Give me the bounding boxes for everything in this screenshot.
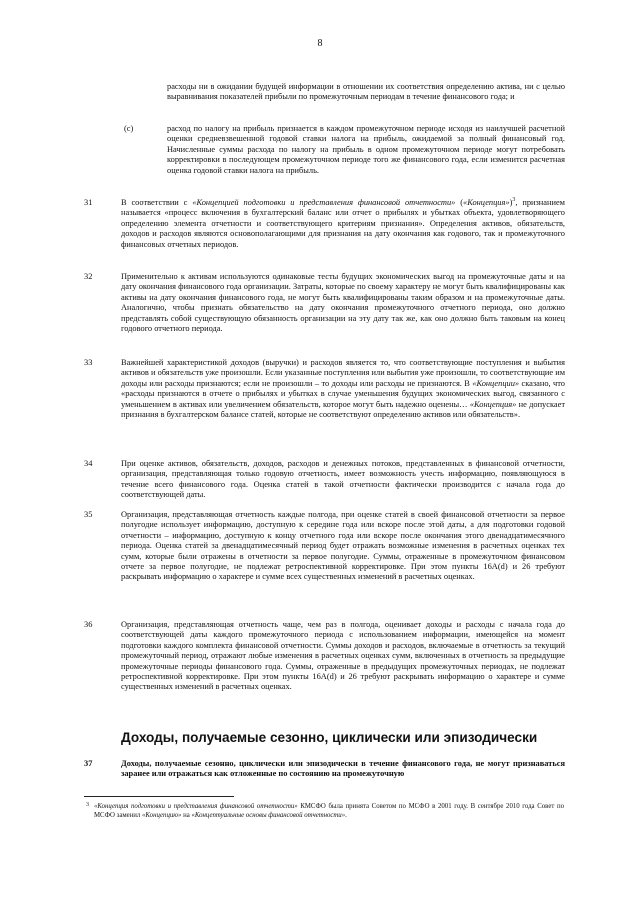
paragraph-37: Доходы, получаемые сезонно, циклически или эпизодически в течение финансового года, не могут признаваться заранее или отражаться как отложенные по состоянию на промежуточную — [121, 759, 565, 779]
footnote-ref: 3 — [512, 197, 516, 204]
footnote-separator — [84, 796, 234, 797]
paragraph-36: Организация, представляющая отчетность чаще, чем раз в полгода, оценивает доходы и расходы с начала года до соответствующей даты каждого промежуточного периода с использованием информации, имеющейся на момент подготовки каждого комплекта финансовой отчетности. Суммы доходов и расходов, включаемые в отчетность за текущий промежуточный период, отражают любые изменения в расчетных оценках сумм, включенных в отчетность за предыдущие промежуточные периоды финансового года. Суммы, отраженные в предыдущих промежуточных периодах, не подлежат ретроспективной корректировке. При этом пункты 16А(d) и 26 требуют раскрывать информацию о характере и сумме существенных изменений в расчетных оценках. — [121, 620, 565, 692]
paragraph-33 — [121, 358, 565, 420]
footnote-italic-3: «Концептуальные основы финансовой отчетности» — [191, 811, 346, 819]
item-c-text: расход по налогу на прибыль признается в каждом промежуточном периоде исходя из наилучшей расчетной оценки средневзвешенной годовой ставки налога на прибыль, ожидаемой за полный финансовый год. Начисленные суммы расхода по налогу на прибыль в одном промежуточном периоде могут потребовать корректировки в последующем промежуточном периоде того же финансового года, если изменится расчетная оценка годовой ставки налога на прибыль. — [167, 124, 565, 175]
footnote-italic-1: «Концепция подготовки и представления финансовой отчетности» — [94, 803, 298, 810]
paragraph-34: При оценке активов, обязательств, доходов, расходов и денежных потоков, представленных в финансовой отчетности, организация, представляющая только годовую отчетность, имеет возможность учесть информацию, появляющуюся в течение всего финансового года. Оценка статей в такой отчетности фактически производится с начала года до соответствующей даты. — [121, 459, 565, 500]
paragraph-32: Применительно к активам используются одинаковые тесты будущих экономических выгод на промежуточные даты и на дату окончания финансового года организации. Затраты, которые по своему характеру не могут быть квалифицированы как активы на дату окончания финансового года, не могут быть квалифицированы таким образом и на промежуточные даты. Аналогично, чтобы признать обязательство на дату окончания промежуточного отчетного периода, оно должно представлять собой существующую обязанность организации на эту дату так же, как оно должно быть таковым на конец годового отчетного периода. — [121, 272, 565, 334]
paragraph-31-number: 31 — [84, 198, 93, 207]
p33-text-3: не допускает признания в бухгалтерском балансе статей, которые не соответствуют определению активов или обязательств». — [121, 399, 566, 420]
footnote-text-2: на — [181, 811, 192, 819]
paragraph-35-number: 35 — [84, 510, 93, 519]
p33-text-1: Важнейшей характеристикой доходов (выручки) и расходов является то, что соответствующие поступления и выбытия активов и обязательств уже произошли. Если указанные поступления или выбытия уже произошли, то соответствующие им доходы или расходы признаются; если не произошли – то доходы или расходы не признаются. В — [121, 358, 565, 388]
paragraph-35: Организация, представляющая отчетность каждые полгода, при оценке статей в своей финансовой отчетности за первое полугодие использует информацию, доступную к середине года или вскоре после этой даты, а для подготовки годовой отчетности – информацию, доступную к концу отчетного года или вскоре после окончания этого двенадцатимесячного периода. Оценка статей за двенадцатимесячный период будет отражать возможные изменения в расчетных оценках тех сумм, которые были отражены в отчетности за первое полугодие. Суммы, отраженные в промежуточном финансовом отчете за первое полугодие, не подлежат ретроспективной корректировке. При этом пункты 16А(d) и 26 требуют раскрывать информацию о характере и сумме всех существенных изменений в расчетных оценках. — [121, 510, 565, 582]
p33-italic-concept: «Концепции» — [472, 378, 520, 388]
paragraph-36-number: 36 — [84, 620, 93, 629]
footnote-text-1: КМСФО была принята Советом по МСФО в 2001 году. В сентябре 2010 года Совет по МСФО заменил — [94, 803, 564, 819]
paragraph-32-number: 32 — [84, 272, 93, 281]
p31-text-2: ( — [455, 198, 464, 207]
p33-italic-concept-2: «Концепция» — [469, 399, 517, 409]
p33-text-2: сказано, что «расходы признаются в отчете о прибылях и убытках в случае уменьшения будущих экономических выгод, связанного с уменьшением в активах или увеличением обязательств, которое могут быть надежно оценены… — [121, 378, 565, 409]
p31-italic-concept-short: «Концепция» — [463, 198, 510, 207]
paragraph-31 — [121, 198, 565, 250]
page-number: 8 — [317, 38, 323, 49]
paragraph-34-number: 34 — [84, 459, 93, 468]
footnote-text — [94, 803, 564, 820]
section-heading: Доходы, получаемые сезонно, циклически или эпизодически — [121, 730, 538, 745]
p31-italic-concept: «Концепцией подготовки и представления финансовой отчетности» — [192, 198, 456, 207]
paragraph-37-number: 37 — [84, 759, 93, 768]
footnote-marker: 3 — [86, 802, 89, 808]
footnote-text-3: . — [345, 811, 347, 819]
p31-text-1: В соответствии с — [121, 198, 193, 207]
item-c-marker: (c) — [124, 124, 134, 133]
paragraph-33-number: 33 — [84, 358, 93, 367]
p31-text-4: , признанием называется «процесс включения в бухгалтерский баланс или отчет о прибылях и убытках объекта, удовлетворяющего определению элемента отчетности и соответствующего критериям признания». Определения активов, обязательств, доходов и расходов являются основополагающими для признания на дату окончания как годового, так и промежуточного финансовых отчетных периодов. — [121, 198, 565, 249]
footnote-italic-2: «Концепцию» — [142, 811, 182, 819]
intro-continuation: расходы ни в ожидании будущей информации в отношении их соответствия определению актива, ни с целью выравнивания показателей прибыли по промежуточным периодам в течение финансового года; и — [167, 82, 565, 102]
p31-text-3: ) — [509, 198, 513, 207]
